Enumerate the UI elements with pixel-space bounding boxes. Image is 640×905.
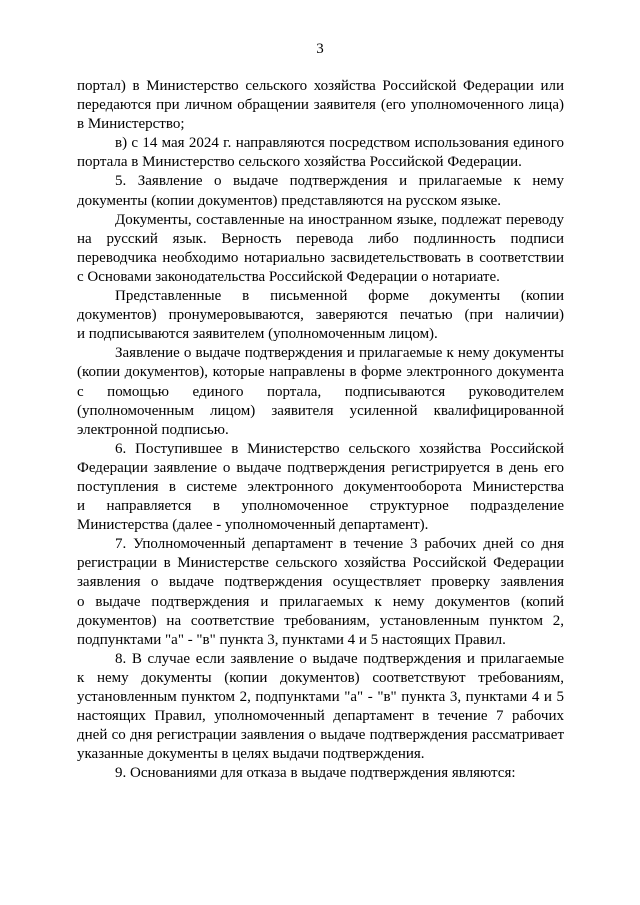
document-body	[77, 77, 564, 783]
text-line: и направляется в уполномоченное структурное подразделение	[77, 498, 564, 515]
text-line: указанные документы в целях выдачи подтверждения.	[77, 746, 425, 763]
text-line: Документы, составленные на иностранном языке, подлежат переводу	[115, 211, 564, 228]
text-line: документов) пронумеровываются, заверяются печатью (при наличии)	[77, 307, 564, 324]
text-line: с помощью единого портала, подписываются руководителем	[77, 383, 564, 400]
text-line: (копии документов), которые направлены в форме электронного документа	[77, 364, 564, 381]
text-line: дней со дня регистрации заявления о выдаче подтверждения рассматривает	[77, 727, 564, 744]
text-line: к нему документы (копии документов) соответствуют требованиям,	[77, 669, 564, 686]
text-line: на русский язык. Верность перевода либо подлинность подписи	[77, 230, 564, 247]
text-line: Федерации заявление о выдаче подтверждения регистрируется в день его	[77, 459, 564, 476]
text-line: документы (копии документов) представляются на русском языке.	[77, 192, 502, 209]
text-line: подпунктами "а" - "в" пункта 3, пунктами 4 и 5 настоящих Правил.	[77, 631, 506, 648]
text-line: Министерства (далее - уполномоченный департамент).	[77, 517, 429, 534]
text-line: переводчика необходимо нотариально засвидетельствовать в соответствии	[77, 249, 564, 266]
paragraph	[77, 344, 564, 439]
text-line: портала в Министерство сельского хозяйства Российской Федерации.	[77, 154, 522, 171]
paragraph	[77, 77, 564, 134]
text-line: в Министерство;	[77, 116, 185, 133]
text-line: с Основами законодательства Российской Федерации о нотариате.	[77, 268, 500, 285]
text-line: электронной подписью.	[77, 421, 229, 438]
text-line: поступления в системе электронного документооборота Министерства	[77, 478, 564, 495]
paragraph	[77, 211, 564, 287]
text-line: о выдаче подтверждения и прилагаемых к нему документов (копий	[77, 593, 564, 610]
text-line: в) с 14 мая 2024 г. направляются посредством использования единого	[115, 135, 564, 152]
page-number: 3	[316, 41, 324, 57]
text-line: Представленные в письменной форме документы (копии	[115, 288, 564, 305]
paragraph	[77, 535, 564, 650]
text-line: передаются при личном обращении заявителя (его уполномоченного лица)	[77, 97, 564, 114]
text-line: 6. Поступившее в Министерство сельского хозяйства Российской	[115, 440, 564, 457]
text-line: Заявление о выдаче подтверждения и прилагаемые к нему документы	[115, 345, 564, 362]
text-line: (уполномоченным лицом) заявителя усиленной квалифицированной	[77, 402, 564, 419]
paragraph	[77, 650, 564, 765]
text-line: 7. Уполномоченный департамент в течение 3 рабочих дней со дня	[115, 536, 564, 553]
paragraph	[77, 172, 564, 210]
text-line: установленным пунктом 2, подпунктами "а" - "в" пункта 3, пунктами 4 и 5	[77, 689, 564, 705]
text-line: регистрации в Министерстве сельского хозяйства Российской Федерации	[77, 555, 564, 572]
text-line: документов) на соответствие требованиям, установленным пунктом 2,	[77, 612, 564, 629]
text-line: и подписываются заявителем (уполномоченным лицом).	[77, 326, 438, 343]
paragraph	[77, 287, 564, 344]
text-line: портал) в Министерство сельского хозяйства Российской Федерации или	[77, 78, 564, 94]
paragraph	[77, 134, 564, 172]
text-line: 9. Основаниями для отказа в выдаче подтверждения являются:	[115, 765, 516, 782]
text-line: заявления о выдаче подтверждения осуществляет проверку заявления	[77, 574, 564, 591]
text-line: настоящих Правил, уполномоченный департамент в течение 7 рабочих	[77, 708, 564, 725]
paragraph	[77, 440, 564, 535]
text-line: 5. Заявление о выдаче подтверждения и прилагаемые к нему	[115, 173, 564, 190]
paragraph	[77, 764, 564, 783]
text-line: 8. В случае если заявление о выдаче подтверждения и прилагаемые	[115, 650, 564, 667]
